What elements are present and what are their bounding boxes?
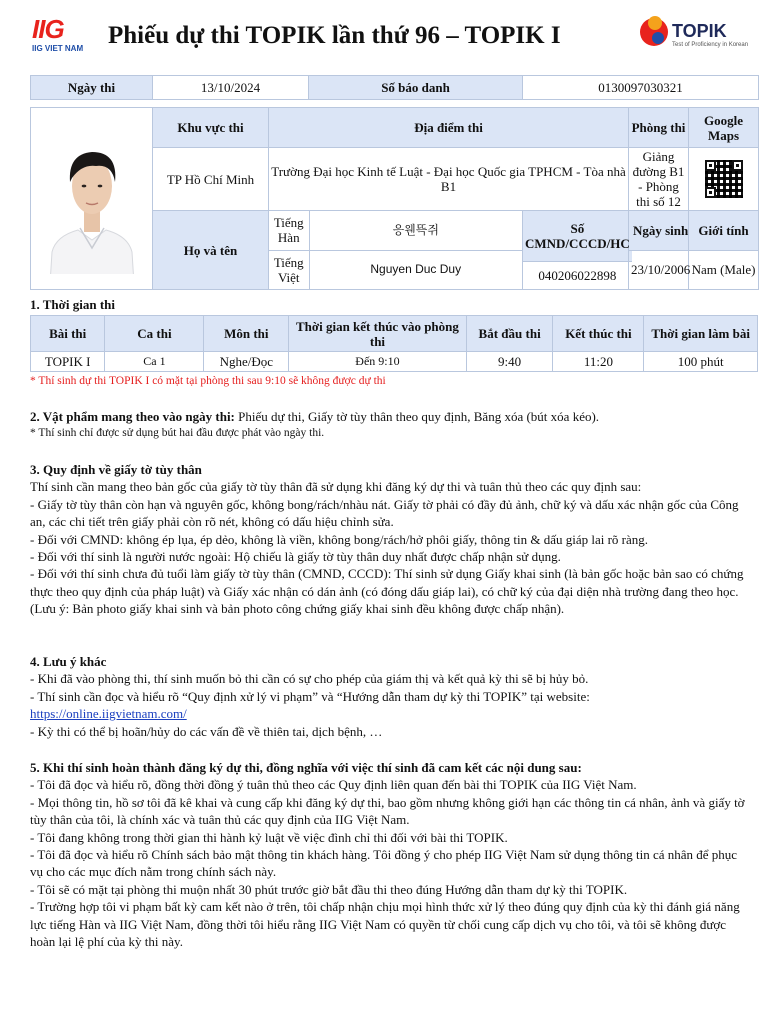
maps-label: Google Maps	[689, 108, 759, 148]
schedule-note: * Thí sinh dự thi TOPIK I có mặt tại phòng thi sau 9:10 sẽ không được dự thi	[30, 375, 386, 387]
id-value: 040206022898	[538, 268, 617, 284]
section-commitments	[30, 759, 745, 950]
sched-cell-6: 100 phút	[644, 352, 758, 372]
list-item: - Đối với thí sinh chưa đủ tuổi làm giấy tờ tùy thân (CMND, CCCD): Thí sinh sử dụng Giấy khai sinh (là bản gốc hoặc bản sao có chứng thực theo quy định của pháp luật) và Giấy xác nhận có dán ảnh (có đóng dấu giáp lai), có chữ ký của đại diện nhà trường đang theo học. (Lưu ý: Bản photo giấy khai sinh và bản photo công chứng giấy khai sinh đều không được chấp nhận).	[30, 566, 744, 617]
candidate-photo	[42, 124, 142, 274]
exam-date: 13/10/2024	[153, 76, 309, 100]
sec2-text: Phiếu dự thi, Giấy tờ tùy thân theo quy định, Băng xóa (bút xóa kéo).	[234, 409, 600, 424]
sched-cell-3: Đến 9:10	[289, 352, 467, 372]
sec3-intro: Thí sinh cần mang theo bản gốc của giấy tờ tùy thân đã sử dụng khi đăng ký dự thi và tuân thủ theo các quy định sau:	[30, 479, 642, 495]
sec2-heading: 2. Vật phẩm mang theo vào ngày thi:	[30, 409, 235, 424]
topik-logo-tag: Test of Proficiency in Korean	[672, 42, 749, 48]
list-item: - Kỳ thi có thể bị hoãn/hủy do các vấn đề về thiên tai, dịch bệnh, …	[30, 723, 383, 739]
iig-logo-mark: IIG	[32, 14, 64, 44]
sched-col-0: Bài thi	[31, 316, 105, 352]
sched-col-2: Môn thi	[204, 316, 289, 352]
list-item: - Giấy tờ tùy thân còn hạn và nguyên gốc, không bong/rách/nhàu nát. Giấy tờ phải có đầy đủ ảnh, chữ ký và dấu xác nhận gốc của Công an, các chi tiết trên giấy phải còn rõ nét, không có dấu hiệu chỉnh sửa.	[30, 496, 739, 530]
sched-col-1: Ca thi	[105, 316, 204, 352]
korean-name: 응웬뜩쥐	[309, 211, 522, 250]
sched-cell-4: 9:40	[466, 352, 553, 372]
page-title: Phiếu dự thi TOPIK lần thứ 96 – TOPIK I	[108, 22, 561, 49]
name-label: Họ và tên	[153, 211, 269, 290]
sched-col-3: Thời gian kết thúc vào phòng thi	[289, 316, 467, 352]
candidate-info-table	[30, 75, 759, 290]
list-item: - Đối với CMND: không ép lụa, ép dẻo, không là viền, không bong/rách/hở phôi giấy, thông tin & dấu giáp lai rõ ràng.	[30, 531, 649, 547]
reg-no-label: Số báo danh	[309, 76, 523, 100]
google-maps-qr-icon[interactable]	[705, 160, 743, 198]
sched-col-5: Kết thúc thi	[553, 316, 644, 352]
sched-cell-1: Ca 1	[105, 352, 204, 372]
list-item: - Thí sinh cần đọc và hiểu rõ “Quy định xử lý vi phạm” và “Hướng dẫn tham dự kỳ thi TOPIK” tại website:	[30, 688, 590, 704]
website-link[interactable]: https://online.iigvietnam.com/	[30, 706, 187, 722]
schedule-heading: 1. Thời gian thi	[30, 297, 115, 312]
topik-logo-word: TOPIK	[672, 21, 727, 41]
list-item: - Mọi thông tin, hồ sơ tôi đã kê khai và cung cấp khi đăng ký dự thi, bao gồm nhưng không giới hạn các thông tin cá nhân, ảnh và giấy tờ tùy thân của tôi, là chính xác và tuân thủ các quy định của IIG Việt Nam.	[30, 794, 745, 828]
table-row	[31, 352, 758, 372]
area-value: TP Hồ Chí Minh	[153, 148, 269, 211]
viet-label: Tiếng Việt	[269, 250, 309, 289]
korean-label: Tiếng Hàn	[269, 211, 309, 250]
sec3-heading: 3. Quy định về giấy tờ tùy thân	[30, 462, 202, 477]
maps-qr-cell[interactable]	[689, 148, 759, 211]
list-item: - Khi đã vào phòng thi, thí sinh muốn bỏ thi cần có sự cho phép của giám thị và kết quả kỳ thi sẽ bị hủy bỏ.	[30, 671, 589, 687]
list-item: - Tôi đã đọc và hiểu rõ, đồng thời đồng ý tuân thủ theo các Quy định liên quan đến bài thi TOPIK của IIG Việt Nam.	[30, 777, 637, 793]
viet-name: Nguyen Duc Duy	[370, 262, 462, 277]
section-other-notes	[30, 653, 745, 740]
sched-cell-0: TOPIK I	[31, 352, 105, 372]
topik-logo	[640, 16, 749, 52]
gender-value: Nam (Male)	[691, 262, 756, 278]
iig-logo-sub: IIG VIET NAM	[32, 44, 84, 53]
venue-value: Trường Đại học Kinh tế Luật - Đại học Quốc gia TPHCM - Tòa nhà B1	[269, 148, 629, 211]
sec4-heading: 4. Lưu ý khác	[30, 654, 107, 669]
section-id-rules	[30, 461, 745, 618]
sched-col-6: Thời gian làm bài	[644, 316, 758, 352]
schedule-table	[30, 315, 758, 372]
sec2-note: * Thí sinh chỉ được sử dụng bút hai đầu được phát vào ngày thi.	[30, 427, 325, 440]
sched-cell-5: 11:20	[553, 352, 644, 372]
exam-date-label: Ngày thi	[31, 76, 153, 100]
gender-label: Giới tính	[689, 211, 758, 250]
photo-cell	[31, 108, 153, 290]
iig-logo	[32, 16, 92, 56]
section-items	[30, 408, 745, 443]
list-item: - Tôi sẽ có mặt tại phòng thi muộn nhất 30 phút trước giờ bắt đầu thi theo đúng Hướng dẫn tham dự kỳ thi TOPIK.	[30, 881, 628, 897]
list-item: - Đối với thí sinh là người nước ngoài: Hộ chiếu là giấy tờ tùy thân duy nhất được chấp nhận sử dụng.	[30, 549, 561, 565]
area-label: Khu vực thi	[153, 108, 269, 148]
reg-no: 0130097030321	[523, 76, 759, 100]
sec5-heading: 5. Khi thí sinh hoàn thành đăng ký dự thi, đồng nghĩa với việc thí sinh đã cam kết các nội dung sau:	[30, 760, 582, 775]
room-label: Phòng thi	[629, 108, 689, 148]
list-item: - Tôi đang không trong thời gian thi hành kỷ luật về việc đình chỉ thi đối với bài thi TOPIK.	[30, 829, 508, 845]
list-item: - Tôi đã đọc và hiểu rõ Chính sách bảo mật thông tin khách hàng. Tôi đồng ý cho phép IIG Việt Nam sử dụng thông tin cá nhân để phục vụ cho các mục đích nằm trong chính sách này.	[30, 847, 738, 880]
venue-label: Địa điểm thi	[269, 108, 629, 148]
id-label: Số CMND/CCCD/HC	[523, 211, 632, 262]
dob-label: Ngày sinh	[629, 211, 692, 250]
list-item: - Trường hợp tôi vi phạm bất kỳ cam kết nào ở trên, tôi chấp nhận chịu mọi hình thức xử lý theo đúng quy định của kỳ thi đánh giá năng lực tiếng Hàn và IIG Việt Nam, đồng thời tôi hiểu rằng IIG Việt Nam có quyền từ chối cung cấp dịch vụ cho tôi, và tôi sẽ không được hoàn lại lệ phí của kỳ thi này.	[30, 899, 740, 950]
dob-value: 23/10/2006	[631, 262, 691, 278]
page-header	[0, 0, 768, 70]
sched-cell-2: Nghe/Đọc	[204, 352, 289, 372]
room-value: Giảng đường B1 - Phòng thi số 12	[629, 148, 689, 211]
schedule-note-block	[30, 373, 745, 390]
sched-col-4: Bắt đầu thi	[466, 316, 553, 352]
